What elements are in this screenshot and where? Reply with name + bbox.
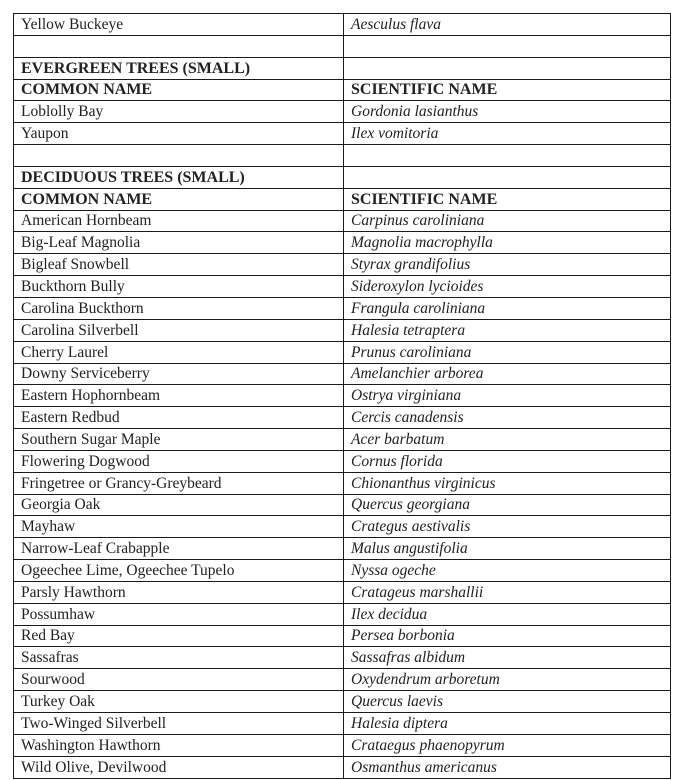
scientific-name-cell: Frangula caroliniana — [344, 297, 671, 319]
blank-cell — [344, 35, 671, 57]
common-name-cell: Two-Winged Silverbell — [14, 713, 344, 735]
table-row — [14, 560, 671, 582]
scientific-name-cell: Acer barbatum — [344, 429, 671, 451]
common-name-cell: Mayhaw — [14, 516, 344, 538]
plant-table-body — [14, 14, 671, 779]
table-row — [14, 450, 671, 472]
scientific-name-cell: Carpinus caroliniana — [344, 210, 671, 232]
scientific-name-cell: Osmanthus americanus — [344, 756, 671, 778]
common-name-cell: Eastern Redbud — [14, 407, 344, 429]
common-name-cell: Washington Hawthorn — [14, 734, 344, 756]
common-name-cell: Narrow-Leaf Crabapple — [14, 538, 344, 560]
table-row — [14, 669, 671, 691]
table-row — [14, 232, 671, 254]
common-name-cell: Big-Leaf Magnolia — [14, 232, 344, 254]
common-name-cell: Red Bay — [14, 625, 344, 647]
scientific-name-cell: Nyssa ogeche — [344, 560, 671, 582]
scientific-name-cell: Sideroxylon lycioides — [344, 276, 671, 298]
table-row — [14, 691, 671, 713]
scientific-name-cell: Crategus aestivalis — [344, 516, 671, 538]
table-row — [14, 494, 671, 516]
table-row — [14, 14, 671, 36]
scientific-name-header: SCIENTIFIC NAME — [344, 188, 671, 210]
table-row — [14, 713, 671, 735]
table-row — [14, 756, 671, 778]
common-name-cell: Yaupon — [14, 123, 344, 145]
common-name-cell: Fringetree or Grancy-Greybeard — [14, 472, 344, 494]
plant-table — [13, 13, 671, 779]
scientific-name-cell: Magnolia macrophylla — [344, 232, 671, 254]
section-title-row — [14, 57, 671, 79]
section-title-evergreen: EVERGREEN TREES (SMALL) — [14, 57, 344, 79]
scientific-name-cell: Prunus caroliniana — [344, 341, 671, 363]
common-name-cell: Buckthorn Bully — [14, 276, 344, 298]
blank-cell — [344, 57, 671, 79]
table-row — [14, 123, 671, 145]
scientific-name-cell: Quercus georgiana — [344, 494, 671, 516]
scientific-name-cell: Amelanchier arborea — [344, 363, 671, 385]
table-row — [14, 516, 671, 538]
scientific-name-cell: Halesia tetraptera — [344, 319, 671, 341]
common-name-cell: Cherry Laurel — [14, 341, 344, 363]
scientific-name-header: SCIENTIFIC NAME — [344, 79, 671, 101]
blank-row — [14, 145, 671, 167]
common-name-cell: Wild Olive, Devilwood — [14, 756, 344, 778]
common-name-cell: Sourwood — [14, 669, 344, 691]
blank-row — [14, 35, 671, 57]
common-name-cell: Georgia Oak — [14, 494, 344, 516]
common-name-cell: Parsly Hawthorn — [14, 581, 344, 603]
table-row — [14, 472, 671, 494]
column-header-row — [14, 188, 671, 210]
scientific-name-cell: Sassafras albidum — [344, 647, 671, 669]
common-name-cell: Ogeechee Lime, Ogeechee Tupelo — [14, 560, 344, 582]
scientific-name-cell: Cratageus marshallii — [344, 581, 671, 603]
table-row — [14, 734, 671, 756]
common-name-cell: Carolina Buckthorn — [14, 297, 344, 319]
scientific-name-cell: Ilex vomitoria — [344, 123, 671, 145]
common-name-cell: Eastern Hophornbeam — [14, 385, 344, 407]
common-name-cell: American Hornbeam — [14, 210, 344, 232]
table-row — [14, 363, 671, 385]
common-name-cell: Flowering Dogwood — [14, 450, 344, 472]
table-row — [14, 647, 671, 669]
common-name-cell: Downy Serviceberry — [14, 363, 344, 385]
scientific-name-cell: Malus angustifolia — [344, 538, 671, 560]
table-row — [14, 429, 671, 451]
scientific-name-cell: Halesia diptera — [344, 713, 671, 735]
common-name-cell: Bigleaf Snowbell — [14, 254, 344, 276]
scientific-name-cell: Cercis canadensis — [344, 407, 671, 429]
column-header-row — [14, 79, 671, 101]
common-name-header: COMMON NAME — [14, 188, 344, 210]
scientific-name-cell: Oxydendrum arboretum — [344, 669, 671, 691]
table-row — [14, 101, 671, 123]
blank-cell — [344, 166, 671, 188]
scientific-name-cell: Styrax grandifolius — [344, 254, 671, 276]
table-row — [14, 341, 671, 363]
common-name-cell: Loblolly Bay — [14, 101, 344, 123]
common-name-cell: Turkey Oak — [14, 691, 344, 713]
section-title-row — [14, 166, 671, 188]
scientific-name-cell: Aesculus flava — [344, 14, 671, 36]
common-name-cell: Yellow Buckeye — [14, 14, 344, 36]
table-row — [14, 603, 671, 625]
scientific-name-cell: Ilex decidua — [344, 603, 671, 625]
common-name-cell: Carolina Silverbell — [14, 319, 344, 341]
scientific-name-cell: Crataegus phaenopyrum — [344, 734, 671, 756]
table-row — [14, 297, 671, 319]
table-row — [14, 407, 671, 429]
table-row — [14, 625, 671, 647]
scientific-name-cell: Quercus laevis — [344, 691, 671, 713]
table-row — [14, 210, 671, 232]
scientific-name-cell: Ostrya virginiana — [344, 385, 671, 407]
table-row — [14, 276, 671, 298]
blank-cell — [344, 145, 671, 167]
blank-cell — [14, 35, 344, 57]
scientific-name-cell: Persea borbonia — [344, 625, 671, 647]
table-row — [14, 538, 671, 560]
table-row — [14, 319, 671, 341]
table-row — [14, 254, 671, 276]
common-name-cell: Sassafras — [14, 647, 344, 669]
table-row — [14, 385, 671, 407]
scientific-name-cell: Gordonia lasianthus — [344, 101, 671, 123]
scientific-name-cell: Cornus florida — [344, 450, 671, 472]
common-name-cell: Possumhaw — [14, 603, 344, 625]
common-name-header: COMMON NAME — [14, 79, 344, 101]
blank-cell — [14, 145, 344, 167]
section-title-deciduous: DECIDUOUS TREES (SMALL) — [14, 166, 344, 188]
common-name-cell: Southern Sugar Maple — [14, 429, 344, 451]
table-row — [14, 581, 671, 603]
scientific-name-cell: Chionanthus virginicus — [344, 472, 671, 494]
